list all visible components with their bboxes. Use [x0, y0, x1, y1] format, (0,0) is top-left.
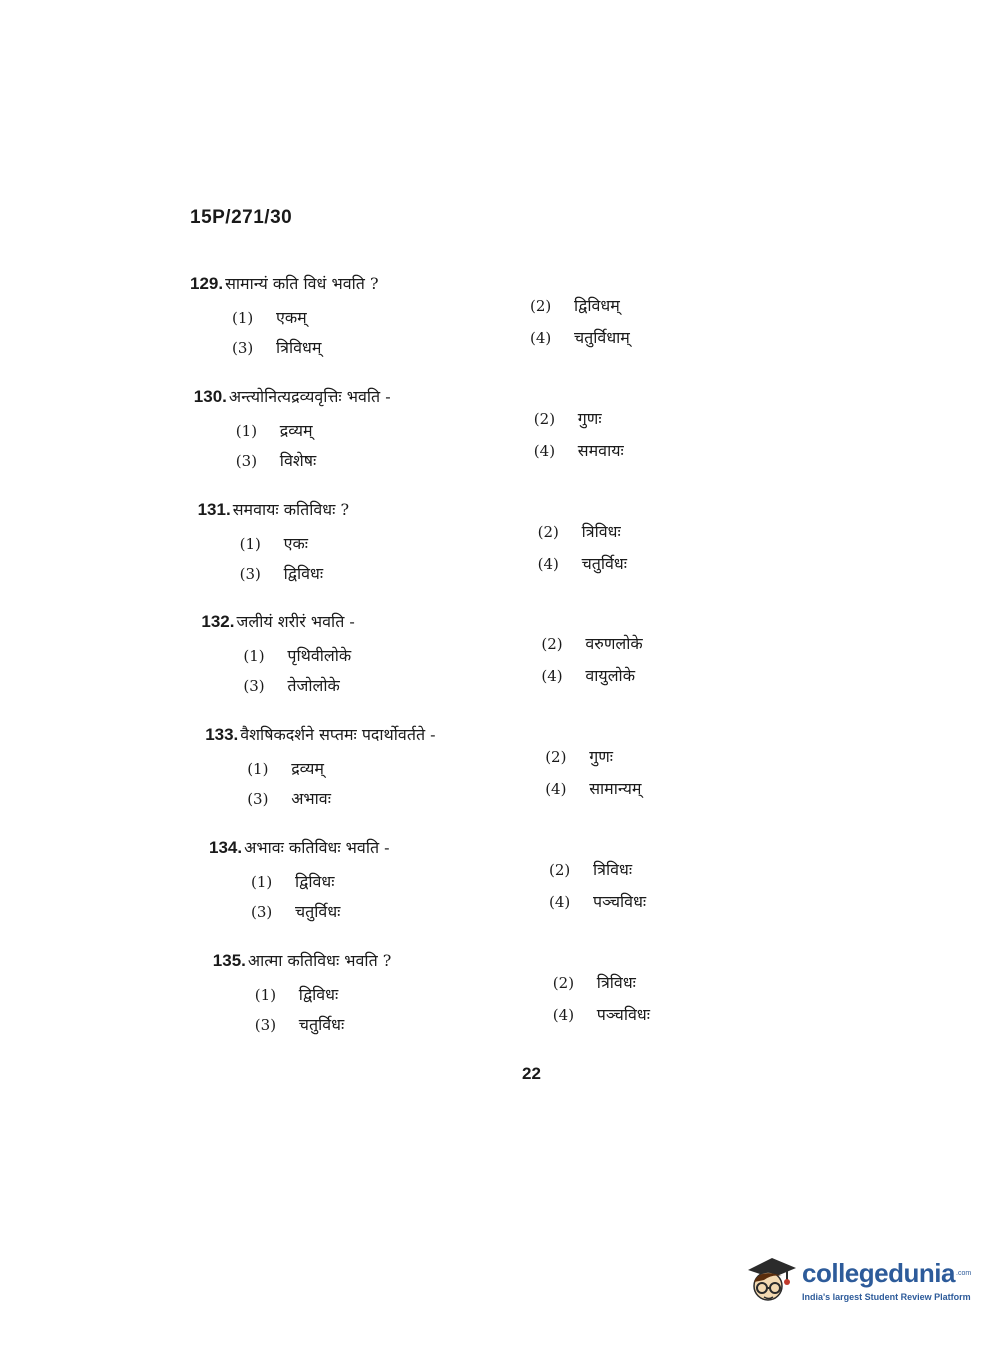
option-text: द्रव्यम् — [291, 759, 325, 779]
option-number: (1) — [232, 309, 254, 327]
question-number: 133. — [205, 725, 239, 745]
question-133 — [205, 723, 705, 813]
option-1 — [232, 306, 307, 328]
option-3 — [236, 449, 316, 471]
question-130 — [194, 385, 694, 475]
option-2 — [530, 294, 620, 316]
option-2 — [545, 745, 613, 767]
option-text: त्रिविधः — [596, 972, 636, 992]
question-129 — [190, 272, 690, 362]
option-1 — [240, 532, 308, 554]
question-heading — [205, 723, 435, 745]
question-number: 134. — [209, 838, 243, 857]
option-2 — [553, 971, 636, 993]
option-number: (2) — [530, 297, 552, 315]
question-text: समवायः कतिविधः ? — [232, 499, 350, 519]
question-number: 130. — [193, 386, 227, 406]
question-number: 131. — [197, 499, 231, 519]
question-text: अभावः कतिविधः भवति - — [244, 838, 390, 857]
question-heading — [209, 836, 390, 858]
option-4 — [538, 552, 627, 574]
option-2 — [549, 858, 632, 880]
option-text: पञ्चविधः — [593, 892, 647, 911]
option-4 — [549, 890, 646, 912]
option-2 — [534, 407, 602, 429]
option-text: वरुणलोके — [585, 634, 643, 654]
option-4 — [541, 664, 635, 686]
option-number: (1) — [239, 534, 261, 553]
option-text: पञ्चविधः — [596, 1004, 650, 1024]
option-text: अभावः — [291, 789, 331, 809]
option-text: तेजोलोके — [287, 676, 340, 696]
logo-wordmark: collegedunia — [802, 1258, 955, 1288]
option-number: (3) — [235, 451, 258, 470]
option-1 — [247, 757, 324, 779]
option-number: (3) — [251, 903, 273, 921]
option-text: चतुर्विधाम् — [574, 328, 630, 347]
option-number: (4) — [549, 893, 571, 911]
option-text: सामान्यम् — [589, 779, 642, 799]
option-text: समवायः — [577, 440, 624, 460]
option-3 — [255, 1013, 344, 1035]
option-1 — [236, 419, 313, 441]
option-number: (1) — [254, 985, 277, 1004]
option-text: त्रिविधः — [581, 521, 621, 541]
option-4 — [534, 439, 624, 461]
option-text: द्विविधः — [298, 984, 339, 1004]
option-number: (2) — [533, 409, 556, 428]
logo-dotcom: .com — [956, 1270, 972, 1277]
option-text: गुणः — [577, 408, 602, 428]
question-heading — [194, 385, 391, 407]
option-number: (4) — [552, 1005, 575, 1024]
question-number: 129. — [190, 274, 224, 293]
option-2 — [538, 520, 621, 542]
option-text: द्विविधम् — [574, 296, 620, 315]
option-3 — [247, 787, 331, 809]
option-number: (4) — [537, 554, 559, 573]
option-number: (4) — [533, 441, 556, 460]
paper-code: 15P/271/30 — [190, 207, 293, 228]
page-number: 22 — [522, 1064, 541, 1083]
question-number: 132. — [201, 612, 235, 632]
logo-tagline: India's largest Student Review Platform — [802, 1292, 971, 1302]
option-text: गुणः — [589, 747, 613, 767]
question-text: वैशषिकदर्शने सप्तमः पदार्थोवर्तते - — [240, 725, 436, 745]
option-number: (2) — [541, 635, 563, 654]
option-3 — [232, 336, 321, 358]
option-4 — [530, 326, 630, 348]
option-text: विशेषः — [279, 450, 317, 470]
option-number: (1) — [235, 421, 258, 440]
option-text: त्रिविधः — [593, 860, 633, 879]
option-number: (1) — [247, 760, 269, 779]
question-131 — [198, 498, 698, 588]
option-text: चतुर्विधः — [581, 553, 627, 573]
question-number: 135. — [212, 950, 246, 970]
question-135 — [213, 949, 713, 1039]
option-3 — [240, 562, 323, 584]
question-heading — [201, 610, 354, 632]
option-number: (3) — [243, 677, 265, 696]
option-text: वायुलोके — [585, 666, 635, 686]
option-4 — [545, 777, 641, 799]
mascot-icon — [742, 1250, 800, 1308]
option-number: (2) — [552, 973, 575, 992]
option-text: एकम् — [276, 308, 307, 327]
collegedunia-logo — [742, 1250, 972, 1310]
option-number: (1) — [243, 647, 265, 666]
option-2 — [541, 632, 642, 654]
option-number: (3) — [239, 564, 261, 583]
option-text: द्विविधः — [283, 563, 324, 583]
option-1 — [251, 870, 334, 892]
option-number: (4) — [541, 667, 563, 686]
option-text: एकः — [283, 533, 308, 553]
question-text: अन्त्योनित्यद्रव्यवृत्तिः भवति - — [228, 386, 391, 406]
option-3 — [251, 900, 340, 922]
option-text: चतुर्विधः — [295, 902, 341, 921]
option-text: द्विविधः — [295, 872, 335, 891]
question-134 — [209, 836, 709, 926]
option-number: (4) — [545, 780, 567, 799]
option-1 — [243, 644, 351, 666]
question-heading — [190, 272, 379, 294]
question-text: सामान्यं कति विधं भवति ? — [225, 274, 379, 293]
option-number: (2) — [537, 522, 559, 541]
option-number: (3) — [247, 790, 269, 809]
option-text: पृथिवीलोके — [287, 646, 352, 666]
option-3 — [243, 674, 339, 696]
option-number: (1) — [251, 873, 273, 891]
option-number: (3) — [232, 339, 254, 357]
option-number: (3) — [254, 1015, 277, 1034]
question-heading — [213, 949, 392, 971]
question-text: आत्मा कतिविधः भवति ? — [247, 950, 392, 970]
option-number: (4) — [530, 329, 552, 347]
option-number: (2) — [549, 861, 571, 879]
option-number: (2) — [545, 748, 567, 767]
question-text: जलीयं शरीरं भवति - — [236, 612, 355, 632]
option-text: द्रव्यम् — [279, 420, 313, 440]
option-4 — [553, 1003, 650, 1025]
option-text: चतुर्विधः — [298, 1014, 345, 1034]
option-1 — [255, 983, 338, 1005]
question-heading — [198, 498, 349, 520]
option-text: त्रिविधम् — [276, 338, 322, 357]
question-132 — [201, 610, 701, 700]
